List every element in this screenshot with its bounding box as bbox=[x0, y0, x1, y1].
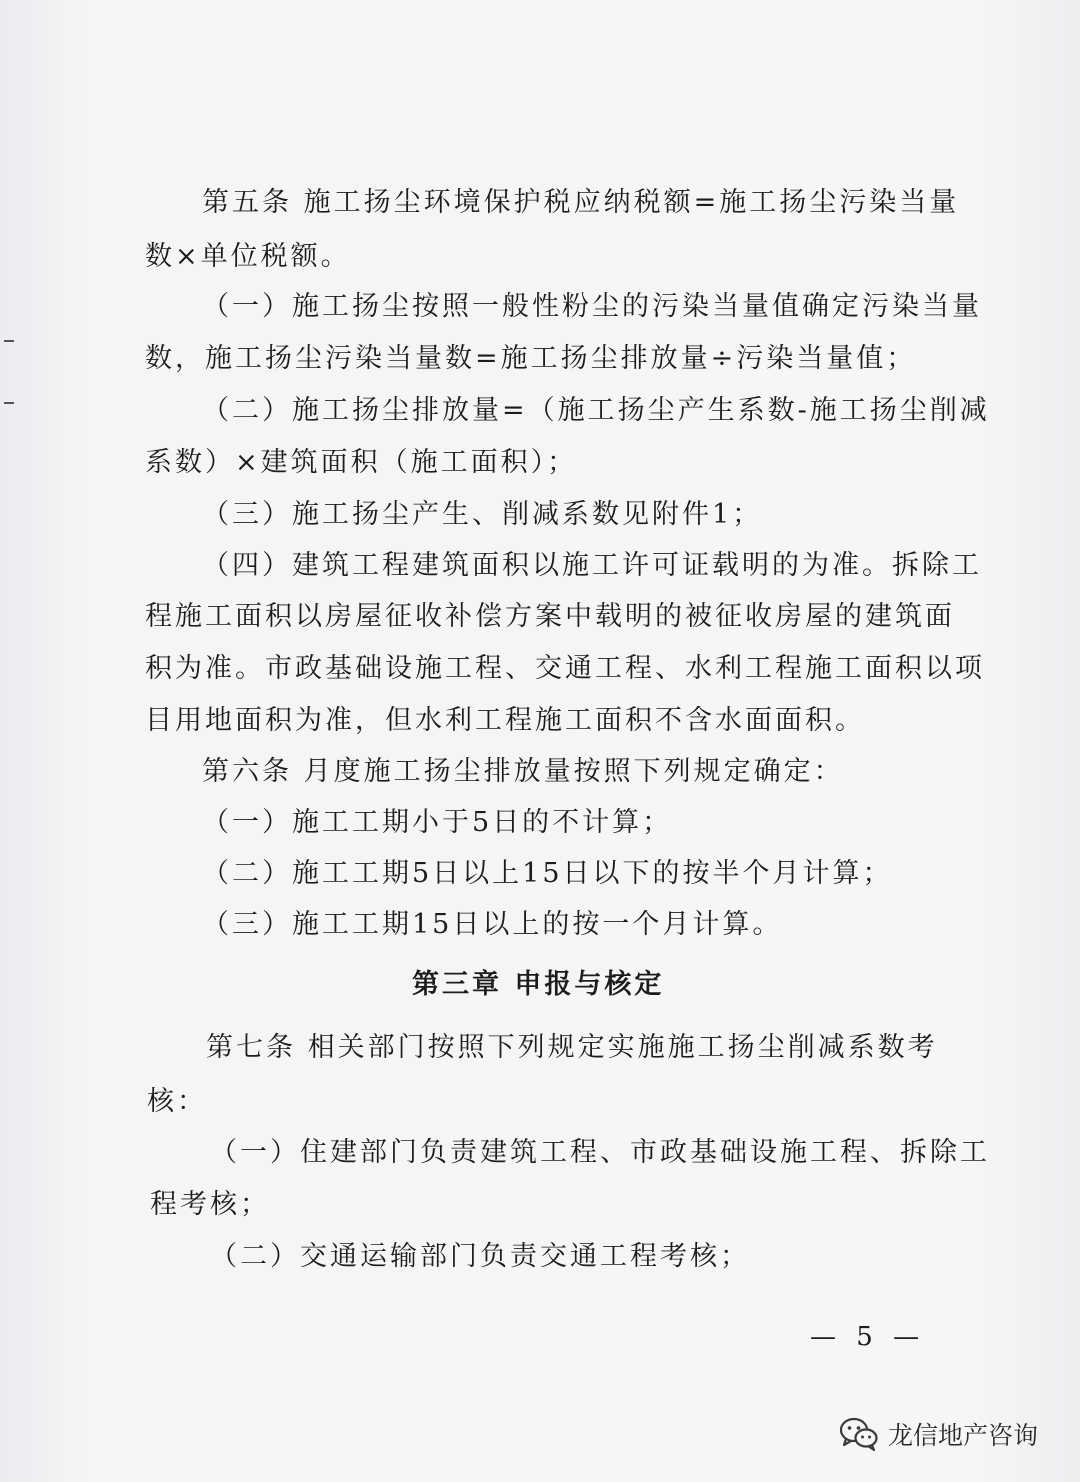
article7-item1-line1: （一）住建部门负责建筑工程、市政基础设施工程、拆除工 bbox=[210, 1137, 990, 1168]
article5-line2: 数×单位税额。 bbox=[145, 241, 351, 272]
article5-item3: （三）施工扬尘产生、削减系数见附件1； bbox=[202, 499, 763, 530]
margin-mark bbox=[4, 402, 14, 404]
article5-item4-line3: 积为准。市政基础设施工程、交通工程、水利工程施工面积以项 bbox=[145, 653, 985, 684]
article5-item4-line2: 程施工面积以房屋征收补偿方案中载明的被征收房屋的建筑面 bbox=[145, 601, 955, 632]
article7-line2: 核： bbox=[147, 1086, 207, 1117]
article7-line1: 第七条 相关部门按照下列规定实施施工扬尘削减系数考 bbox=[206, 1032, 938, 1063]
watermark bbox=[838, 1416, 1038, 1452]
watermark-text: 龙信地产咨询 bbox=[888, 1421, 1039, 1450]
article5-item2-line2: 系数）×建筑面积（施工面积）； bbox=[145, 447, 578, 478]
article5-line1: 第五条 施工扬尘环境保护税应纳税额=施工扬尘污染当量 bbox=[202, 187, 960, 218]
article6-line1: 第六条 月度施工扬尘排放量按照下列规定确定： bbox=[202, 756, 844, 787]
wechat-icon bbox=[838, 1416, 880, 1452]
article5-item1-line2: 数，施工扬尘污染当量数=施工扬尘排放量÷污染当量值； bbox=[145, 343, 917, 374]
article5-item4-line4: 目用地面积为准，但水利工程施工面积不含水面面积。 bbox=[145, 705, 865, 736]
article5-item4-line1: （四）建筑工程建筑面积以施工许可证载明的为准。拆除工 bbox=[202, 550, 982, 581]
article7-item1-line2: 程考核； bbox=[150, 1189, 270, 1220]
margin-mark bbox=[4, 340, 14, 342]
article7-item2: （二）交通运输部门负责交通工程考核； bbox=[210, 1241, 750, 1272]
article6-item1: （一）施工工期小于5日的不计算； bbox=[202, 807, 673, 838]
article6-item2: （二）施工工期5日以上15日以下的按半个月计算； bbox=[202, 858, 893, 889]
article5-item1-line1: （一）施工扬尘按照一般性粉尘的污染当量值确定污染当量 bbox=[202, 291, 982, 322]
page-number: — 5 — bbox=[810, 1322, 926, 1352]
chapter-heading: 第三章 申报与核定 bbox=[412, 969, 665, 1000]
article5-item2-line1: （二）施工扬尘排放量=（施工扬尘产生系数-施工扬尘削减 bbox=[202, 395, 990, 426]
article6-item3: （三）施工工期15日以上的按一个月计算。 bbox=[202, 909, 783, 940]
